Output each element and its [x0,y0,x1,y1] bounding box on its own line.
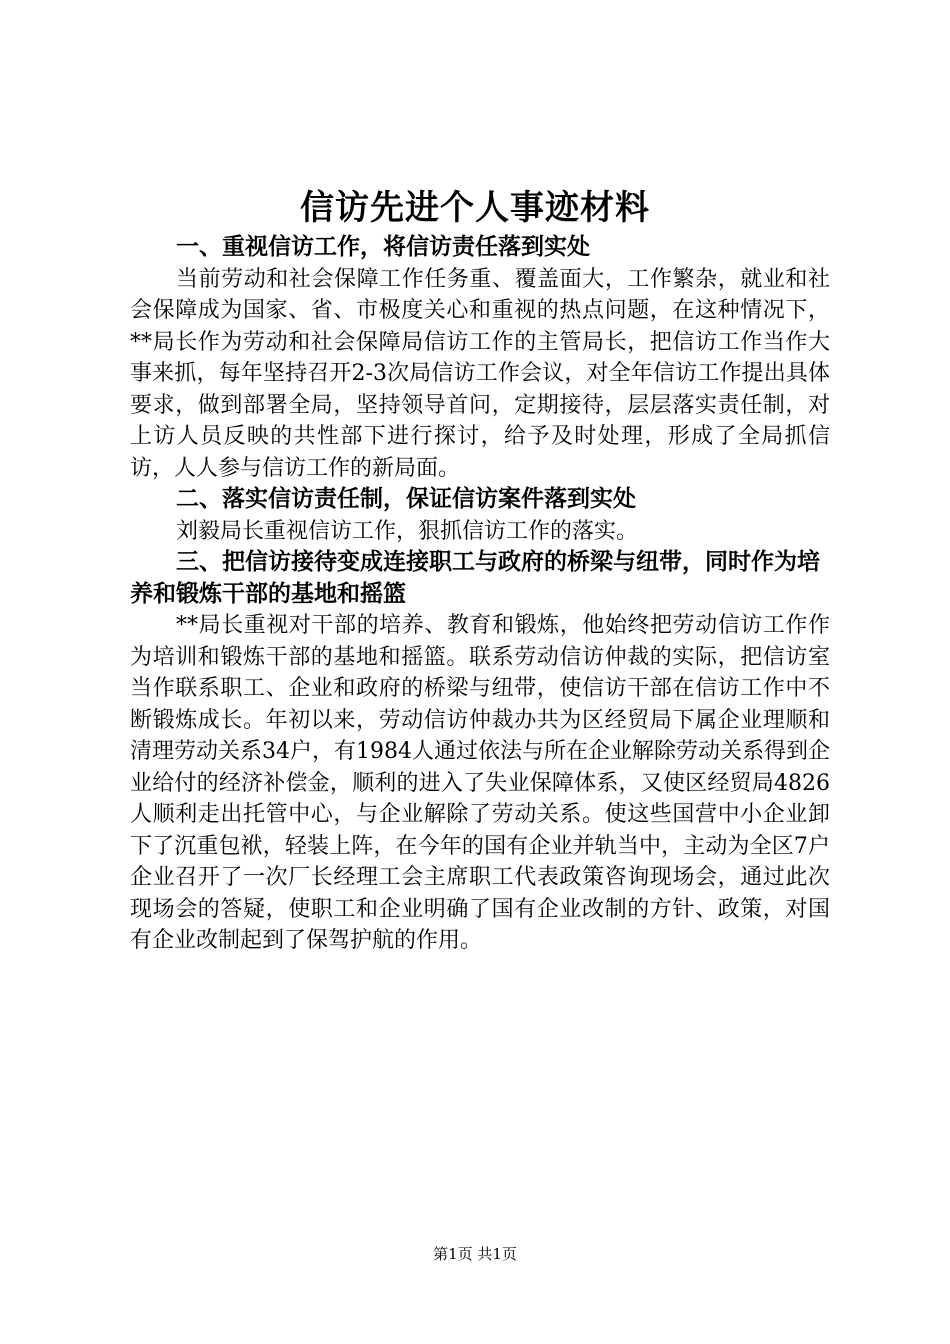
document-title: 信访先进个人事迹材料 [300,188,650,228]
section-1-paragraph: 当前劳动和社会保障工作任务重、覆盖面大，工作繁杂，就业和社会保障成为国家、省、市极度关心和重视的热点问题，在这种情况下，**局长作为劳动和社会保障局信访工作的主管局长，把信访工作当作大事来抓，每年坚持召开2-3次局信访工作会议，对全年信访工作提出具体要求，做到部署全局，坚持领导首问，定期接待，层层落实责任制，对上访人员反映的共性部下进行探讨，给予及时处理，形成了全局抓信访，人人参与信访工作的新局面。 [130,266,830,481]
section-2-paragraph: 刘毅局长重视信访工作，狠抓信访工作的落实。 [176,518,639,544]
section-3-heading: 三、把信访接待变成连接职工与政府的桥梁与纽带，同时作为培养和锻炼干部的基地和摇篮 [130,549,820,607]
section-1-heading: 一、重视信访工作，将信访责任落到实处 [176,234,590,260]
section-2-heading: 二、落实信访责任制，保证信访案件落到实处 [176,486,636,512]
document-body [130,232,830,957]
section-3-paragraph: **局长重视对干部的培养、教育和锻炼，他始终把劳动信访工作作为培训和锻炼干部的基地和摇篮。联系劳动信访仲裁的实际，把信访室当作联系职工、企业和政府的桥梁与纽带，使信访干部在信访工作中不断锻炼成长。年初以来，劳动信访仲裁办共为区经贸局下属企业理顺和清理劳动关系34户，有1984人通过依法与所在企业解除劳动关系得到企业给付的经济补偿金，顺利的进入了失业保障体系，又使区经贸局4826人顺利走出托管中心，与企业解除了劳动关系。使这些国营中小企业卸下了沉重包袱，轻装上阵，在今年的国有企业并轨当中，主动为全区7户企业召开了一次厂长经理工会主席职工代表政策咨询现场会，通过此次现场会的答疑，使职工和企业明确了国有企业改制的方针、政策，对国有企业改制起到了保驾护航的作用。 [130,613,830,953]
page-number-footer: 第1页 共1页 [433,1245,517,1263]
